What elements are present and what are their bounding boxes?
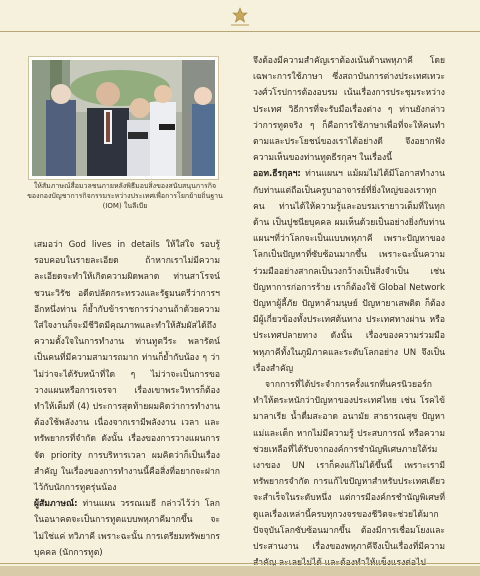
answer-text: ท่านแผนฯ แม้ผมไม่ได้มีโอกาสทำงานกับท่านแต่ถือเป็นครูบาอาจารย์ที่ยิ่งใหญ่ของเราทุกคน ท่านได้ให้ความรู้และอบรมเรายาวเต็มที่ในทุกด้าน เป็นปูชนียบุคคล ผมเห็นด้วยเป็นอย่างยิ่งกับท่านแผนฯที่ว่าโลกจะเป็นแบบพหุภาคี เพราะปัญหาของโลกเป็นปัญหาที่ซับซ้อนมากขึ้น เพราะฉะนั้นความร่วมมืออย่างสากลเป็นวงกว้างเป็นสิ่งจำเป็น เช่น ปัญหาการก่อการร้าย เราก็ต้องใช้ Global Network ปัญหาผู้ลี้ภัย ปัญหาค้ามนุษย์ ปัญหายาเสพติด ก็ต้องมีผู้เกี่ยวข้องทั้งประเทศต้นทาง ประเทศทางผ่าน หรือประเทศปลายทาง ดังนั้น เรื่องของความร่วมมือพหุภาคีทั้งในภูมิภาคและระดับโลกอย่าง UN จึงเป็นเรื่องสำคัญ: [253, 169, 445, 374]
right-paragraph-3: จากการที่ได้ประจำการครั้งแรกที่นครนิวยอร์กทำให้ตระหนักว่าปัญหาของประเทศไทย เช่น โรคไข้มาลาเรีย น้ำดื่มสะอาด อนามัย สาธารณสุข ปัญหาแม่และเด็ก หากไม่มีความรู้ ประสบการณ์ หรือความช่วยเหลือที่ได้รับจากองค์การชำนัญพิเศษภายใต้ร่มเงาของ UN เราก็คงแก้ไม่ได้ขึ้นนี้ เพราะเรามีทรัพยากรจำกัด การแก้ไขปัญหาสำหรับประเทศเดียว จะสำเร็จในระดับหนึ่ง แต่การมีองค์กรชำนัญพิเศษที่ดูแลเรื่องเหล่านี้ครบทุกวงจรของชีวิตจะช่วยได้มาก ปัจจุบันโลกซับซ้อนมากขึ้น ต้องมีการเชื่อมโยงและประสานงาน เรื่องของพหุภาคีจึงเป็นเรื่องที่มีความ: [253, 380, 445, 553]
left-paragraph-2: [34, 496, 220, 561]
right-paragraph-2: [253, 166, 445, 377]
left-paragraph-1: เสมอว่า God lives in details ให้ใส่ใจ รอบรู้ รอบคอบในรายละเอียด ถ้าหากเราไม่มีความละเอียดจะทำให้เกิดความผิดพลาด ท่านสาโรจน์ ชวนะวิรัช อดีตปลัดกระทรวงและรัฐมนตรีว่าการฯ อีกหนึ่งท่าน ก็ย้ำกับข้าราชการว่างานถ้าด้วยความใส่ใจงานก็จะมีชีวิตมีคุณภาพและทำให้สัมผัสได้ถึงความตั้งใจในการทำงาน ท่านทูตวีระ พลารัตน์ เป็นคนที่มีความสามารถมาก ท่านก็ย้ำกับน้อง ๆ ว่า ไม่ว่าจะได้รับหน้าที่ใด ๆ ไม่ว่าจะเป็นการขอวางแผนหรือการเจรจา เรื่องเขาพระวิหารก็ต้องทำให้เต็มที่ (4) ประการสุดท้ายผมคิดว่าการทำงานต้องใช้พลังงาน เนื่องจากเรามีพลังงาน เวลา และทรัพยากรที่จำกัด ดังนั้น เรื่องของการวางแผนการจัด priority การบริหารเวลา ผมคิดว่าก็เป็นเรื่องสำคัญ ในเรื่องของการทำงานนี้คือสิ่งที่อยากจะฝากไว้กับนักการทูตรุ่นน้อง: [34, 240, 220, 494]
photo-caption: ให้สัมภาษณ์สื่อมวลชนภายหลังพิธีมอบสิ่งของสนับสนุนการกิจของกองบัญชาการกิจกรรมระหว่างประเทศเพื่อการโยกย้ายถิ่นฐาน (IOM) ในลีเบีย: [27, 182, 223, 210]
speaker-label: ออท.ธีรกุลฯ:: [253, 169, 301, 180]
crest-ornament-icon: [228, 6, 252, 28]
question-text: ท่านแผน วรรณเมธี กล่าวไว้ว่า โลกในอนาคตจะเป็นการทูตแบบพหุภาคีมากขึ้น จะไม่ใช่แค่ ทวิภาคี เพราะฉะนั้น การเตรียมทรัพยากรบุคคล (นักการทูต): [34, 499, 220, 558]
speaker-label: ผู้สัมภาษณ์:: [34, 499, 78, 510]
header-rule: [0, 31, 480, 32]
right-column: [253, 53, 445, 572]
footer-band: [0, 566, 480, 576]
right-paragraph-1: จึงต้องมีความสำคัญเราต้องเน้นด้านพหุภาคี โดยเฉพาะการใช้ภาษา ซึ่งสถาบันการต่างประเทศเทวะวงศ์วโรปการต้องอบรม เน้นเรื่องการประชุมระหว่างประเทศ วิธีการที่จะรับมือเรื่องต่าง ๆ ท่านยังกล่าวว่าการทูตจริง ๆ ก็คือการใช้ภาษาเพื่อที่จะให้คนทำตามและประโยชน์ของเราได้อย่างดี จึงอยากฟังความเห็นของท่านทูตธีรกุลฯ ในเรื่องนี้: [253, 56, 445, 164]
interview-photo: [29, 57, 218, 179]
left-column: [34, 237, 220, 561]
